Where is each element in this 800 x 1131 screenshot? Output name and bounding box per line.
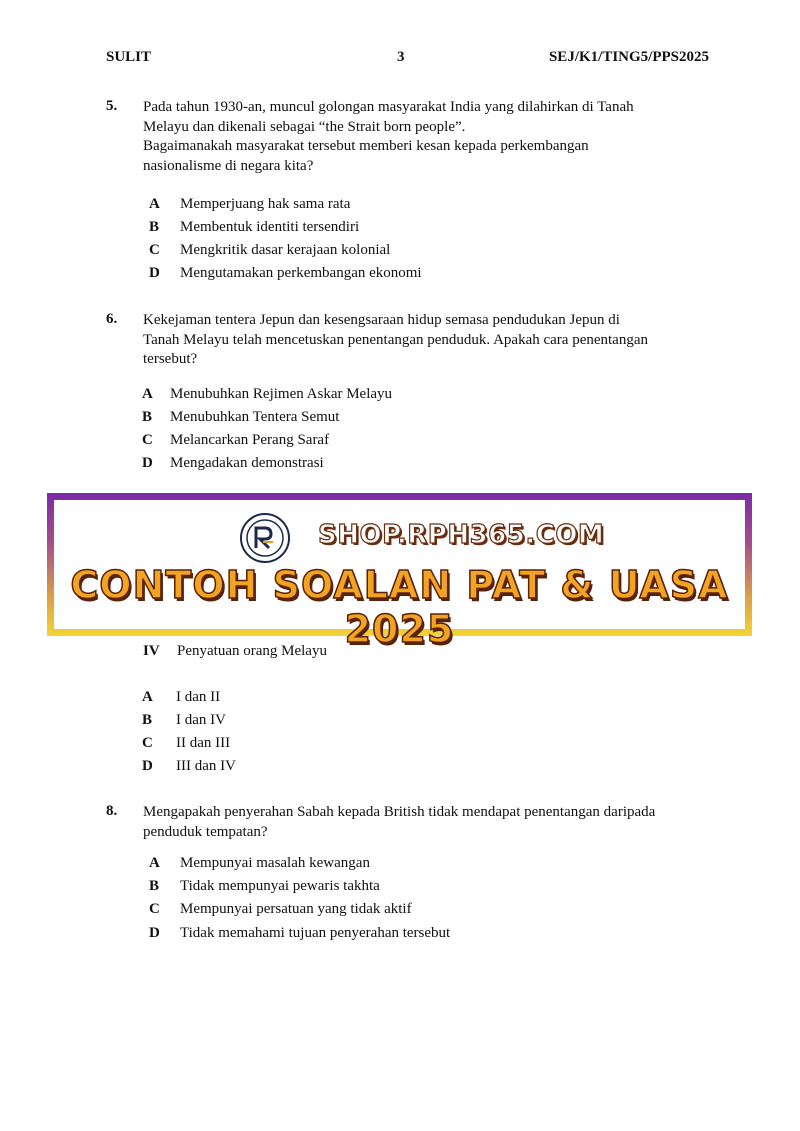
option-text: I dan IV [176,712,226,728]
option-letter: A [142,386,153,402]
option-letter: C [142,432,153,448]
option-text: Mengutamakan perkembangan ekonomi [180,265,422,281]
option-letter: B [142,712,153,728]
page-number: 3 [397,49,405,65]
question-6-text [143,311,723,370]
option-text: Melancarkan Perang Saraf [170,432,330,448]
option-text: II dan III [176,735,231,751]
option-text: Membentuk identiti tersendiri [180,219,360,235]
option-letter: A [149,196,160,212]
option-text: Menubuhkan Tentera Semut [170,409,340,425]
statement-text: Penyatuan orang Melayu [177,643,327,659]
option-text: Tidak memahami tujuan penyerahan tersebut [180,925,451,941]
option-letter: C [149,242,160,258]
question-5-text [143,98,723,176]
option-letter: D [142,758,153,774]
logo-graphic [245,518,285,558]
question-line: Pada tahun 1930-an, muncul golongan masyarakat India yang dilahirkan di Tanah [143,99,634,115]
option-text: Mengadakan demonstrasi [170,455,324,471]
option-letter: A [149,855,160,871]
question-line: Melayu dan dikenali sebagai “the Strait born people”. [143,118,466,135]
option-text: Tidak mempunyai pewaris takhta [180,878,380,894]
question-line: nasionalisme di negara kita? [143,157,314,174]
banner-title: CONTOH SOALAN PAT & UASA 2025 [70,563,729,651]
question-line: Kekejaman tentera Jepun dan kesengsaraan hidup semasa pendudukan Jepun di [143,312,620,328]
question-5-number: 5. [106,98,118,114]
option-letter: D [149,925,160,941]
option-text: Memperjuang hak sama rata [180,196,351,212]
option-text: Menubuhkan Rejimen Askar Melayu [170,386,393,402]
option-letter: B [149,878,160,894]
option-text: Mengkritik dasar kerajaan kolonial [180,242,391,258]
option-letter: C [142,735,153,751]
option-text: I dan II [176,689,221,705]
question-line: Tanah Melayu telah mencetuskan penentangan penduduk. Apakah cara penentangan [143,331,648,348]
question-line: Mengapakah penyerahan Sabah kepada British tidak mendapat penentangan daripada [143,804,656,820]
rph365-logo-icon [240,513,290,563]
option-letter: B [142,409,153,425]
roman-numeral: IV [143,643,160,659]
shop-url: SHOP.RPH365.COM [318,520,605,550]
option-letter: A [142,689,153,705]
option-letter: D [142,455,153,471]
option-letter: B [149,219,160,235]
option-text: Mempunyai persatuan yang tidak aktif [180,901,412,917]
question-6-number: 6. [106,311,118,327]
question-line: tersebut? [143,351,198,367]
question-8-number: 8. [106,803,118,819]
question-line: penduduk tempatan? [143,823,268,840]
option-text: Mempunyai masalah kewangan [180,855,370,871]
option-letter: C [149,901,160,917]
option-text: III dan IV [176,758,236,774]
paper-code: SEJ/K1/TING5/PPS2025 [548,49,709,65]
question-line: Bagaimanakah masyarakat tersebut memberi kesan kepada perkembangan [143,138,589,154]
header-sulit: SULIT [106,49,152,65]
option-letter: D [149,265,160,281]
question-8-text [143,803,723,842]
